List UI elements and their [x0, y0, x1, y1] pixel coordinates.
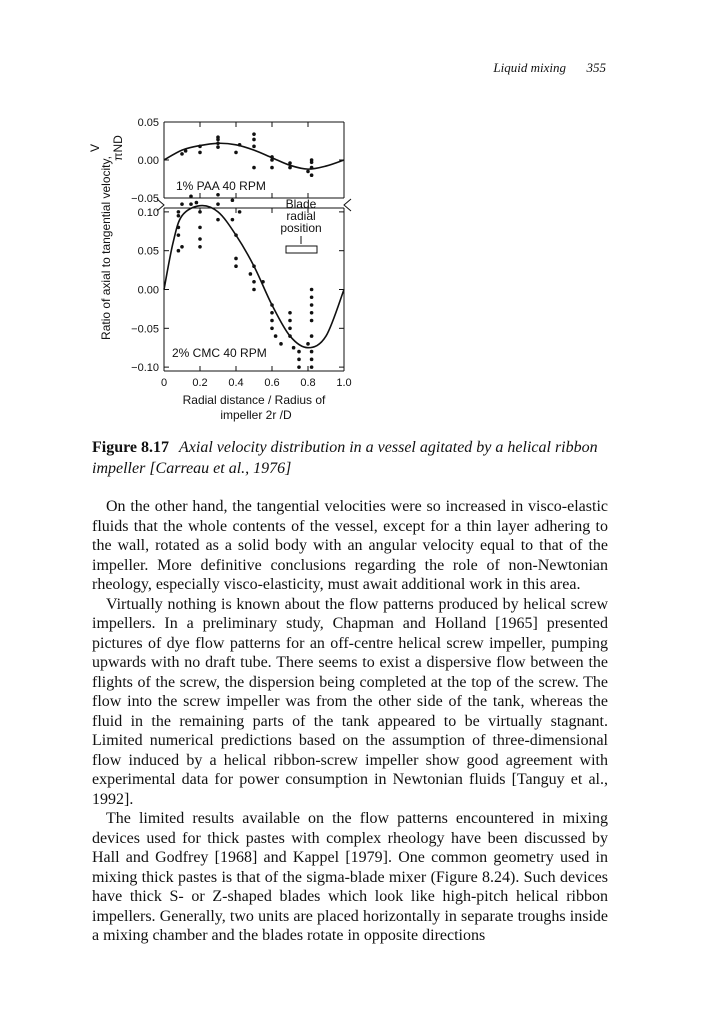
panel-0-data-point-21 — [310, 166, 314, 170]
panel-0-data-point-7 — [216, 135, 220, 139]
panel-1-data-point-48 — [310, 334, 314, 338]
figure-caption-text: Axial velocity distribution in a vessel agitated by a helical ribbon impeller [Carreau et al., 1976] — [92, 439, 598, 477]
panel-1-data-point-15 — [216, 202, 220, 206]
panel-1-data-point-4 — [177, 249, 181, 253]
y-axis-label: Ratio of axial to tangential velocity, — [99, 156, 113, 340]
panel-1-data-point-6 — [180, 245, 184, 249]
panel-1-data-point-35 — [288, 319, 292, 323]
panel-1-data-point-2 — [177, 226, 181, 230]
panel-1-data-point-18 — [231, 218, 235, 222]
panel-1-data-point-36 — [288, 327, 292, 331]
panel-0-data-point-3 — [198, 145, 202, 149]
panel-1-data-point-0 — [177, 210, 181, 214]
panel-1-data-point-38 — [292, 346, 296, 350]
panel-1-data-point-27 — [261, 280, 265, 284]
panel-1-data-point-30 — [270, 319, 274, 323]
panel-1-data-point-25 — [252, 280, 256, 284]
figure-8-17-chart — [0, 0, 701, 430]
panel-0-data-point-13 — [252, 166, 256, 170]
x-tick-label-4: 0.8 — [300, 377, 316, 389]
panel-1-data-point-22 — [234, 264, 238, 268]
top-annotation: 1% PAA 40 RPM — [176, 179, 266, 193]
panel-0-data-point-11 — [252, 138, 256, 142]
panel-1-data-point-14 — [216, 193, 220, 197]
page-number: 355 — [586, 60, 606, 75]
panel-1-data-point-21 — [234, 257, 238, 261]
bottom-annotation: 2% CMC 40 RPM — [172, 346, 267, 360]
x-axis-label-line1: Radial distance / Radius of — [182, 393, 326, 407]
panel-0-data-point-17 — [288, 161, 292, 165]
figure-label: Figure 8.17 — [92, 439, 170, 456]
panel-0-data-point-23 — [310, 158, 314, 162]
panel-1-data-point-5 — [180, 202, 184, 206]
panel-1-data-point-3 — [177, 233, 181, 237]
panel-0-ytick-label-0: 0.05 — [137, 117, 159, 129]
panel-1-ytick-label-4: −0.10 — [131, 362, 159, 375]
running-title: Liquid mixing — [493, 60, 566, 75]
panel-1-data-point-13 — [198, 245, 202, 249]
panel-1-data-point-19 — [238, 210, 242, 214]
panel-0-data-point-16 — [270, 158, 274, 162]
panel-0-data-point-14 — [270, 166, 274, 170]
panel-1-data-point-28 — [270, 303, 274, 307]
panel-1-data-point-7 — [189, 195, 193, 199]
paragraph-1: On the other hand, the tangential velocities were so increased in visco-elastic fluids that the whole contents of the vessel, except for a thin layer adhering to the wall, rotated as a solid body with an angular velocity equal to that of the impeller. More definitive conclusions regarding the role of non-Newtonian rheology, especially visco-elasticity, must await additional work in this area. — [92, 498, 608, 593]
panel-1-data-point-49 — [310, 350, 314, 354]
panel-0-ytick-label-1: 0.00 — [137, 155, 159, 167]
panel-1-data-point-42 — [306, 342, 310, 346]
panel-1-data-point-44 — [310, 295, 314, 299]
x-tick-label-2: 0.4 — [228, 377, 244, 389]
panel-0-data-point-5 — [216, 141, 220, 145]
x-axis-label-line2: impeller 2r /D — [220, 408, 292, 422]
panel-0-data-point-1 — [184, 149, 188, 153]
figure-caption — [92, 437, 608, 479]
panel-1-data-point-33 — [279, 342, 283, 346]
panel-1-data-point-31 — [270, 327, 274, 331]
panel-1-data-point-8 — [189, 202, 193, 206]
panel-0-data-point-10 — [252, 145, 256, 149]
panel-1-data-point-11 — [198, 226, 202, 230]
x-tick-label-5: 1.0 — [336, 377, 352, 389]
panel-1-data-point-1 — [177, 214, 181, 218]
panel-0-ytick-label-2: −0.05 — [131, 193, 159, 205]
panel-1-data-point-29 — [270, 311, 274, 315]
panel-0-data-point-20 — [310, 173, 314, 177]
blade-position-box — [286, 246, 317, 253]
panel-0-data-point-18 — [288, 166, 292, 170]
blade-label-2: radial — [286, 209, 316, 223]
panel-1-data-point-16 — [216, 218, 220, 222]
panel-0-data-point-4 — [216, 145, 220, 149]
panel-1-ytick-label-2: 0.00 — [137, 284, 159, 297]
panel-1-data-point-45 — [310, 303, 314, 307]
panel-1-data-point-9 — [195, 201, 199, 205]
panel-1-data-point-46 — [310, 311, 314, 315]
panel-1-ytick-label-0: 0.10 — [137, 206, 159, 219]
paragraph-3: The limited results available on the flow patterns encountered in mixing devices used for thick pastes with complex rheology have been discussed by Hall and Godfrey [1968] and Kappel [1979]. One common geometry used in mixing thick pastes is that of the sigma-blade mixer (Figure 8.24). Such devices have thick S- or Z-shaped blades which look like high-pitch helical ribbon impellers. Generally, two units are placed horizontally in separate troughs inside a mixing chamber and the blades rotate in opposite directions — [92, 810, 608, 944]
panel-1-ytick-label-1: 0.05 — [137, 245, 159, 258]
panel-1-data-point-17 — [231, 198, 235, 202]
panel-0-data-point-9 — [238, 143, 242, 147]
panel-1-data-point-12 — [198, 237, 202, 241]
panel-1-data-point-43 — [310, 288, 314, 292]
panel-1-data-point-10 — [198, 210, 202, 214]
x-tick-label-0: 0 — [160, 377, 168, 389]
panel-1-data-point-40 — [297, 358, 301, 362]
panel-1-data-point-50 — [310, 358, 314, 362]
y-axis-label-numerator: V — [88, 143, 102, 153]
panel-0-data-point-8 — [234, 151, 238, 155]
blade-label-3: position — [280, 221, 322, 235]
panel-1-data-point-34 — [288, 311, 292, 315]
panel-1-ytick-label-3: −0.05 — [131, 323, 159, 336]
paragraph-2: Virtually nothing is known about the flow patterns produced by helical screw impellers. In a preliminary study, Chapman and Holland [1965] presented pictures of dye flow patterns for an off-centre helical screw impeller, pumping upwards with no draft tube. There seems to exist a dispersive flow between the flights of the screw, the dispersion being completed at the top of the screw. The flow into the screw impeller was from the other side of the tank, whereas the fluid in the remaining parts of the tank appeared to be virtually stagnant. Limited numerical predictions based on the assumption of three-dimensional flow induced by a helical ribbon-screw impeller show good agreement with experimental data for power consumption in Newtonian fluids [Tanguy et al., 1992]. — [92, 595, 608, 808]
panel-0-data-point-2 — [198, 151, 202, 155]
panel-1-data-point-26 — [252, 288, 256, 292]
y-axis-label-denominator: πND — [111, 135, 125, 161]
panel-1-data-point-20 — [234, 233, 238, 237]
panel-1-data-point-24 — [252, 264, 256, 268]
body-text — [92, 497, 608, 946]
blade-label-1: Blade — [285, 197, 317, 211]
panel-0-data-point-12 — [252, 132, 256, 136]
panel-1-data-point-51 — [310, 365, 314, 369]
panel-1-data-point-37 — [288, 334, 292, 338]
panel-1-data-point-23 — [249, 272, 253, 276]
panel-1-data-point-47 — [310, 319, 314, 323]
axis-break-right — [344, 199, 351, 211]
x-tick-label-1: 0.2 — [192, 377, 208, 389]
panel-1-data-point-32 — [274, 334, 278, 338]
panel-1-data-point-39 — [297, 350, 301, 354]
x-tick-label-3: 0.6 — [264, 377, 280, 389]
panel-1-data-point-41 — [297, 365, 301, 369]
panel-0-data-point-19 — [306, 170, 310, 174]
panel-0-data-point-0 — [180, 152, 184, 156]
